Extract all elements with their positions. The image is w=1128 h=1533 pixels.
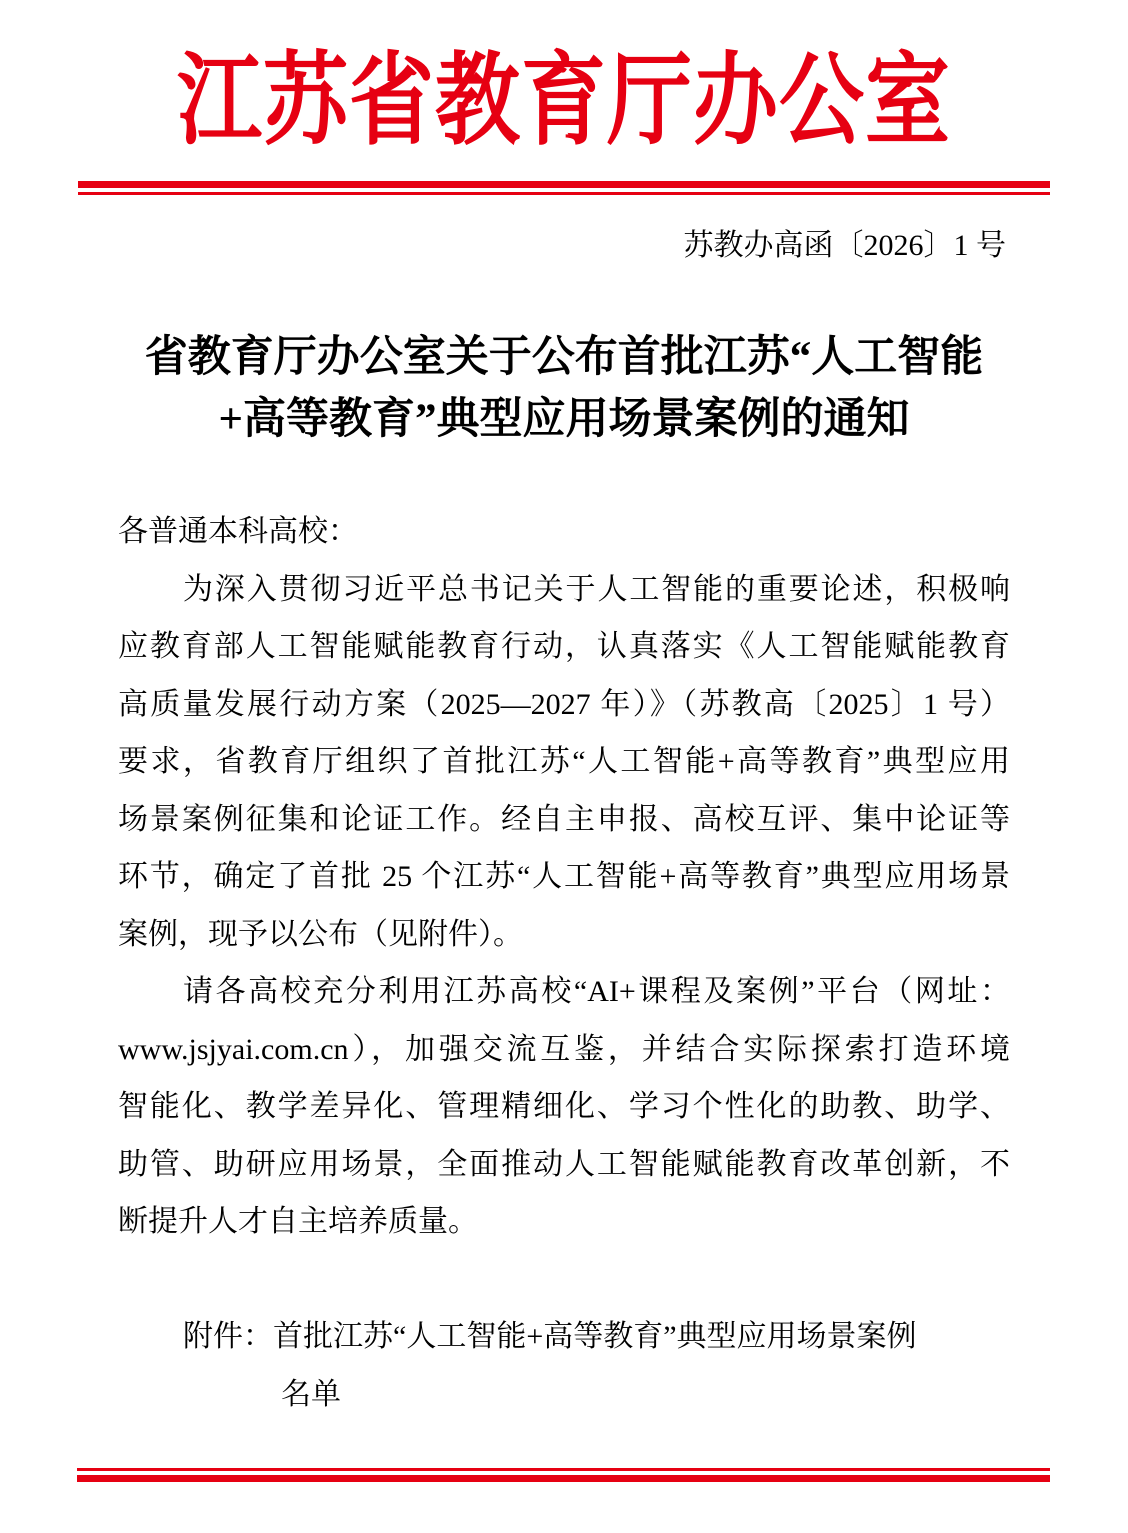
body-line: 应教育部人工智能赋能教育行动，认真落实《人工智能赋能教育 [118,630,1010,663]
document-title-line-2: +高等教育”典型应用场景案例的通知 [218,396,910,443]
body-line: 要求，省教育厅组织了首批江苏“人工智能+高等教育”典型应用 [118,745,1010,778]
body-line: 案例，现予以公布（见附件）。 [118,917,523,951]
body-line: 场景案例征集和论证工作。经自主申报、高校互评、集中论证等 [118,802,1010,836]
document-body [118,503,1010,1423]
attachment-line: 附件：首批江苏“人工智能+高等教育”典型应用场景案例 [183,1320,917,1353]
body-line: 助管、助研应用场景，全面推动人工智能赋能教育改革创新，不 [118,1147,1010,1181]
body-line: 高质量发展行动方案（2025—2027 年）》（苏教高〔2025〕1 号） [118,687,1010,721]
header-double-rule [78,181,1050,195]
attachment-line: 名单 [281,1377,341,1411]
footer-double-rule [77,1468,1050,1482]
document-title-line-1: 省教育厅办公室关于公布首批江苏“人工智能 [144,334,984,381]
document-number: 苏教办高函〔2026〕1 号 [683,229,1006,262]
body-line: 断提升人才自主培养质量。 [118,1205,478,1238]
salutation-line: 各普通本科高校： [118,515,358,548]
paragraph-spacer [118,1251,1010,1309]
body-line: 环节，确定了首批 25 个江苏“人工智能+高等教育”典型应用场景 [118,860,1010,893]
body-line: 请各高校充分利用江苏高校“AI+课程及案例”平台（网址： [183,975,1010,1008]
body-line: www.jsjyai.com.cn），加强交流互鉴，并结合实际探索打造环境 [118,1032,1010,1066]
document-title [0,327,1128,451]
body-line: 为深入贯彻习近平总书记关于人工智能的重要论述，积极响 [183,572,1010,606]
body-line: 智能化、教学差异化、管理精细化、学习个性化的助教、助学、 [118,1090,1010,1123]
agency-masthead: 江苏省教育厅办公室 [176,46,951,158]
